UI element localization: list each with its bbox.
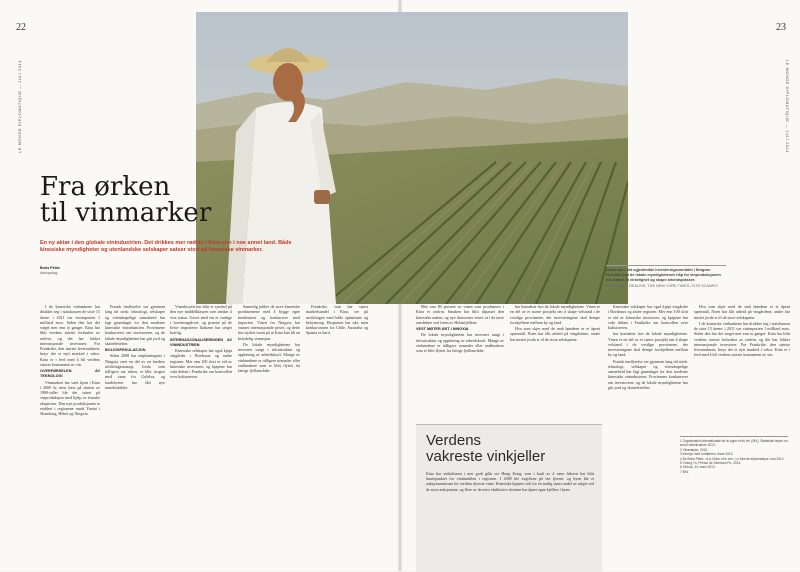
- footnote: 3 Intervju med forfatteren, mars 2013.: [680, 452, 734, 457]
- paragraph: I de kinesiske vinbankene har drukket seg i statskassen de siste 15 årene: i 2011 var vinimporten 1 milliard euro. Siden den har det steget mer enn to ganger. Kina har blitt verdens største forbruker av rødvin, og det har lokket internasjonale investorer. For Frankrike, den største leverandøren, betyr det et nytt marked i vekst. Kina er i ferd med å bli verdens største konsument av vin.: [694, 320, 790, 358]
- body-column-2: [105, 304, 165, 556]
- vineyard-farmer-photo: [196, 12, 628, 304]
- subheading: INTERNASJONALISERINGEN AV VININDUSTRIEN: [170, 337, 232, 347]
- byline: [40, 266, 60, 276]
- sidebar-title-line-1: Verdens: [426, 432, 482, 449]
- running-head-left: LE MONDE DIPLOMATIQUE — JULI 2014: [17, 60, 22, 153]
- paragraph: Siden 2008 har vinplantingene i Ningxia vært en del av en bredere utviklingsstrategi. Jorda som tidligere var ørken, er blitt irrigert med vann fra Gulelva, og landsbyene har fått nye inntektskilder.: [105, 353, 165, 390]
- footnote: 1 Organisation internationale de la vigne et du vin (OIV), Statistical report on world vitiviniculture 2013.: [680, 439, 788, 448]
- sidebar-title: [416, 425, 602, 465]
- body-column-5: [306, 304, 368, 556]
- paragraph: Samtidig jobber de store kinesiske produsentene med å bygge egne merkenavn og konkurrere med importen. Vinen fra Ningxia har vunnet internasjonale priser, og dette har styrket troen på at Kina kan bli en betydelig vinnasjon.: [238, 304, 300, 341]
- footnotes: [680, 436, 788, 474]
- body-column-3: [170, 304, 232, 556]
- footnote: 4 Se Boris Pétric, «La Chine et le vin», Le Monde diplomatique, mai 2012.: [680, 456, 785, 461]
- article-lede: En ny aktør i den globale vinindustrien. Det drikkes mer rødvin i Kina enn i noe annet land. Både kinesiske myndigheter og utenlandske selskaper satser stort på kinesiske vinmarker.: [40, 240, 292, 254]
- body-column-6: [416, 304, 504, 422]
- paragraph: Mer enn 80 prosent av vinen som produseres i Kina er rødvin. Smaken har blitt tilpasset den kinesiske maten, og nye druesorter testes ut i de tørre områdene ved foten av Helanfjellene.: [416, 304, 504, 325]
- subheading: OVERFØRSELEN AV TEKNOLOGI: [40, 369, 100, 379]
- headline-line-2: til vinmarker: [40, 198, 212, 228]
- paragraph: Kinesiske selskaper har også kjøpt vingårder i Bordeaux og andre regioner. Mer enn 100 slott er eid av kinesiske investorer, og kjøpene har vakt debatt i Frankrike om kontrollen over kulturarven.: [170, 348, 232, 380]
- sidebar-box: [416, 424, 602, 572]
- author-name: Boris Pétric: [40, 266, 61, 270]
- paragraph: Kinesiske selskaper har også kjøpt vingårder i Bordeaux og andre regioner. Mer enn 100 slott er eid av kinesiske investorer, og kjøpene har vakt debatt i Frankrike om kontrollen over kulturarven.: [608, 304, 688, 330]
- paragraph: Fransk innflytelse var gjennom lang tid sterk: teknologi, selskaper og vitenskapelige samarbeid har lagt grunnlaget for den moderne kinesiske vinindustrien. Provinsene konkurrerer om investorene, og de lokale myndighetene har gitt jord og skattelettelser.: [608, 358, 688, 390]
- paragraph: har kontakter hos de lokale myndighetene. Vinen er en del av et større prosjekt om å skape velstand i de vestlige provinsene, der investeringene skal dempe forskjellene mellom by og land.: [608, 331, 688, 358]
- caption-text: Vinbonde i det ugjestmilde Investeringsområdet i Ningxia: Hvordan kan de lokale myndighetenes håp for vinproduksjonen nå vendes til virkelighet og skape arbeidsplasser.: [606, 268, 721, 282]
- paragraph: De lokale myndighetene har investert tungt i infrastruktur og opplæring av arbeidskraft. Mange av vinbøndene er tidligere nomader eller småbrukere som er blitt flyttet fra fattige fjellområder.: [416, 332, 504, 353]
- body-column-4: [238, 304, 300, 556]
- footnote: 2 Vinanalyse, 2013.: [680, 447, 708, 452]
- headline-line-1: Fra ørken: [40, 172, 171, 202]
- photo-caption: [606, 265, 726, 289]
- paragraph: De lokale myndighetene har investert tungt i infrastruktur og opplæring av arbeidskraft. Mange av vinbøndene er tidligere nomader eller småbrukere som er blitt flyttet fra fattige fjellområder.: [238, 341, 300, 373]
- paragraph: Vinmarken har vært kjent i Kina i 2000 år, men først på slutten av 1980-tallet ble det satset på vinproduksjon med hjelp av franske ekspertise. Den nye produksjonen er etablert i regionene rundt Yantai i Shandong, Hebei og Ningxia.: [40, 379, 100, 416]
- paragraph: Hva som skjer med de små bøndene er et åpent spørsmål. Noen har fått arbeid på vingårdene, andre har mistet jorda si til de store selskapene.: [694, 304, 790, 320]
- photo-credit: FOTO: ALEX HEALISH, THE NEW YORK TIMES / NTB SCANPIX: [606, 284, 718, 289]
- paragraph: Frankrike, som har størst markedsandel i Kina, ser på utviklingen med både optimisme og bekymring. Eksporten har økt, men konkurransen fra Chile, Australia og Spania er hard.: [306, 304, 368, 336]
- subheading: VEST MØTER ØST I NINGXIA: [416, 327, 469, 331]
- page-number-left: 22: [16, 22, 26, 33]
- footnote: 6 Xinhua, 14. mars 2013.: [680, 465, 716, 470]
- paragraph: I de kinesiske vinbankene har drukket seg i statskassen de siste 15 årene: i 2011 var vinimporten 1 milliard euro. Siden den har det steget mer enn to ganger. Kina har blitt verdens største forbruker av rødvin, og det har lokket internasjonale investorer. For Frankrike, den største leverandøren, betyr det et nytt marked i vekst. Kina er i ferd med å bli verdens største konsument av vin.: [40, 304, 100, 367]
- body-column-8: [608, 304, 688, 568]
- running-head-right: LE MONDE DIPLOMATIQUE — JULI 2014: [785, 60, 790, 153]
- sidebar-body: Kina har vinkulturen i mer godt gikk via Hong Kong, som i kraft av å være frihavn har blitt knutepunktet for vinhandelen i regionen. I 2008 ble avgiftene på vin fjernet, og byen ble et auksjonssentrum for verdens dyreste viner. Kinesiske kjøpere står for en stadig større andel av salget ved de store auksjonene, og flere av de mest eksklusive slottene har åpnet egne kjellere i byen.: [426, 471, 594, 492]
- footnote: 5 Cheng Yu, Presse de Sciences Po, 2013.: [680, 461, 742, 466]
- sidebar-title-line-2: vakreste vinkjeller: [426, 448, 546, 465]
- footnote: 7 Ibid.: [680, 469, 689, 474]
- subheading: BOLIGSPEKULASJON: [105, 348, 146, 352]
- paragraph: Vinsektoren har blitt et symbol på den nye middelklassen som ønsker å vise status. Gaver med vin er vanlige i forretningslivet, og prisene på de beste importerte flaskene har steget kraftig.: [170, 304, 232, 336]
- body-column-1: [40, 304, 100, 556]
- author-role: Antropolog: [40, 271, 58, 275]
- body-column-7: [510, 304, 600, 422]
- body-column-9: [694, 304, 790, 432]
- paragraph: Fransk innflytelse var gjennom lang tid sterk: teknologi, selskaper og vitenskapelige samarbeid har lagt grunnlaget for den moderne kinesiske vinindustrien. Provinsene konkurrerer om investorene, og de lokale myndighetene har gitt jord og skattelettelser.: [105, 304, 165, 346]
- article-headline: [40, 174, 211, 226]
- page-number-right: 23: [776, 22, 786, 33]
- paragraph: har kontakter hos de lokale myndighetene. Vinen er en del av et større prosjekt om å skape velstand i de vestlige provinsene, der investeringene skal dempe forskjellene mellom by og land.: [510, 304, 600, 325]
- paragraph: Hva som skjer med de små bøndene er et åpent spørsmål. Noen har fått arbeid på vingårdene, andre har mistet jorda si til de store selskapene.: [510, 326, 600, 342]
